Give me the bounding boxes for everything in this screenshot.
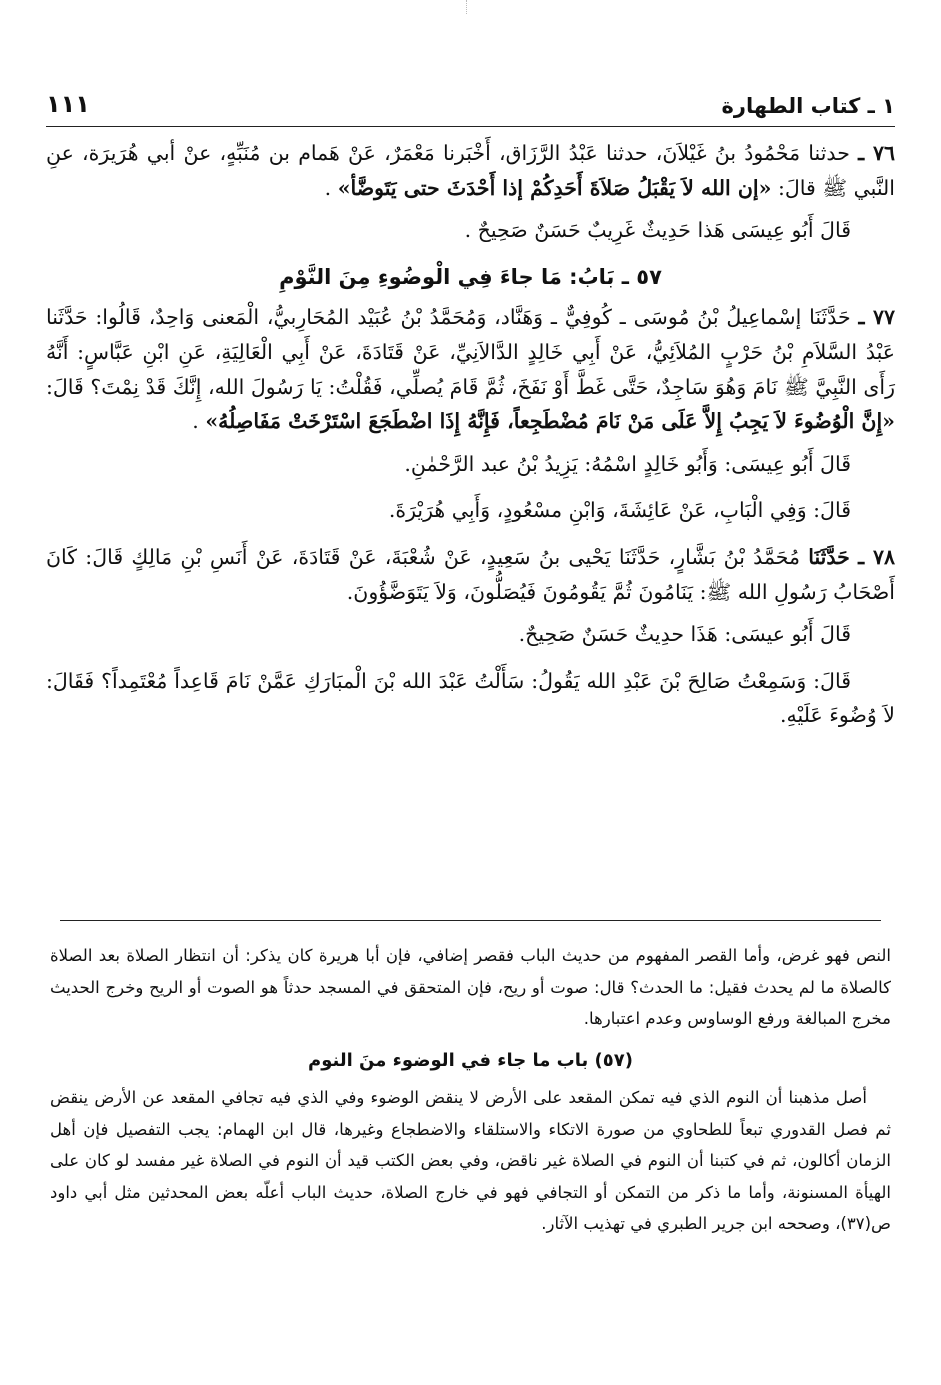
footnote-divider	[60, 920, 881, 921]
comment: قَالَ أَبُو عيسَى: هَذَا حدِيثٌ حَسَنٌ صَحِيحٌ.	[518, 622, 851, 647]
hadith-text: حدثنا مَحْمُودُ بنُ غَيْلاَنَ، حدثنا عَبْدُ الرَّزَاق، أَخْبَرنا مَعْمَرٌ، عَنْ هَمام بن مُنَبِّهٍ، عنْ أبي هُرَيرَة، عنِ النَّبي ﷺ قالَ:	[46, 141, 895, 200]
hadith-text: مُحَمَّدُ بْنُ بَشَّارٍ، حَدَّثَنَا يَحْيى بنُ سَعِيدٍ، عَنْ شُعْبَةَ، عَنْ قَتَادَةَ، عَنْ أَنَسِ بْنِ مَالِكٍ قَالَ: كَانَ أَصْحَابُ رَسُولِ الله ﷺ: يَنَامُونَ ثُمَّ يَقُومُونَ فَيُصَلُّونَ، وَلاَ يَتَوَضَّؤُونَ.	[46, 544, 895, 604]
hadith-end: .	[324, 175, 338, 200]
footnote-paragraph: أصل مذهبنا أن النوم الذي فيه تمكن المقعد على الأرض لا ينقض الوضوء وفي الذي فيه تجافي المقعد عن الأرض ينقض ثم فصل القدوري تبعاً للطحاوي من صورة الاتكاء والاستلقاء والاضطجاع وغيرها، قال ابن الهمام: يجب التفصيل فإن أهل الزمان أكالون، ثم في كتبنا أن النوم في الصلاة غير ناقض، وفي بعض الكتب قيد أن النوم في الصلاة غير مفسد لو كان على الهيأة المسنونة، وأما ما ذكر من التمكن أو التجافي فهو في خارج الصلاة، حديث الباب أعلّه بعض المحدثين مثل أبي داود ص(٣٧)، وصححه ابن جرير الطبري في تهذيب الآثار.	[50, 1088, 891, 1233]
comment: قَالَ أَبُو عِيسَى: وَأَبُو خَالِدٍ اسْمُهُ: يَزِيدُ بْنُ عبد الرَّحْمٰنِ.	[404, 451, 851, 476]
hadith-quote: «إن الله لاَ يَقْبَلُ صَلاَةَ أَحَدِكُمْ إذا أَحْدَثَ حتى يَتَوضَّأ»	[337, 175, 772, 200]
comment: قَالَ أَبُو عِيسَى هَذا حَدِيثٌ غَرِيبٌ حَسَنٌ صَحِيحٌ .	[464, 218, 851, 243]
hadith-opening: حَدَّثَنَا	[808, 544, 850, 569]
comment: قَالَ: وَسَمِعْتُ صَالِحَ بْنَ عَبْدِ الله يَقُولُ: سَأَلْتُ عَبْدَ الله بْنَ الْمبَارَكِ عَمَّنْ نَامَ قَاعِداً مُعْتَمِداً؟ فَقَالَ: لاَ وُضُوءَ عَلَيْهِ.	[46, 668, 895, 728]
hadith-number: ٧٨ ـ	[858, 544, 895, 569]
main-text	[46, 136, 895, 745]
footnote-paragraph: النص فهو غرض، وأما القصر المفهوم من حديث الباب فقصر إضافي، فإن أبا هريرة كان يذكر: أن انتظار الصلاة بعد الصلاة كالصلاة ما لم يحدث فقيل: ما الحدث؟ قال: صوت أو ريح، فإن المتحقق في المسجد حدثاً هو الصوت أو الريح وخرج الحديث مخرج المبالغة ورفع الوساوس وعدم اعتبارها.	[50, 946, 891, 1028]
chapter-heading: ٥٧ ـ بَابُ: مَا جاءَ فِي الْوضُوءِ مِنَ النَّوْمِ	[279, 264, 662, 289]
hadith-number: ٧٧ ـ	[858, 305, 895, 330]
page-header	[46, 78, 895, 118]
footnotes	[50, 940, 891, 1240]
page-number: ١١١	[46, 90, 90, 118]
hadith-quote: «إِنَّ الْوُضُوءَ لاَ يَجِبُ إِلاَّ عَلَى مَنْ نَامَ مُضْطَجِعاً، فَإِنَّهُ إِذَا اضْطَجَعَ اسْتَرْخَتْ مَفَاصِلُهُ»	[205, 409, 895, 434]
header-divider	[46, 126, 895, 127]
hadith-end: .	[192, 409, 206, 434]
chapter-title: ١ ـ كتاب الطهارة	[721, 94, 895, 118]
hadith-76	[46, 136, 895, 205]
hadith-78	[46, 540, 895, 609]
footnote-heading: (٥٧) باب ما جاء في الوضوء منَ النوم	[308, 1049, 633, 1071]
hadith-number: ٧٦ ـ	[858, 141, 895, 165]
hadith-text: حَدَّثَنَا إسْماعِيلُ بْنُ مُوسَى ـ كُوفِيٌّ ـ وَهَنَّاد، وَمُحَمَّدُ بْنُ عُبَيْد المُحَارِبيُّ، الْمَعنى وَاحِدٌ، قَالُوا: حَدَّثَنا عَبْدُ السَّلاَمِ بْنُ حَرْبٍ المُلاَئِيُّ، عَنْ أَبِي خَالِدٍ الدَّالاَنِيِّ، عَنْ قَتَادَةَ، عَنْ أَبِي الْعَالِيَةِ، عَنِ ابْنِ عَبَّاسٍ: أَنَّهُ رَأَى النَّبِيَّ ﷺ نَامَ وَهُوَ سَاجِدٌ، حَتَّى غَطَّ أَوْ نَفَخَ، ثُمَّ قَامَ يُصلِّي، فَقُلْتُ: يَا رَسُولَ الله، إِنَّكَ قَدْ نِمْتَ؟ قَالَ:	[46, 305, 895, 399]
hadith-77	[46, 300, 895, 438]
comment: قَالَ: وَفِي الْبَابِ، عَنْ عَائِشَةَ، وَابْنِ مسْعُودٍ، وَأَبِي هُرَيْرَةَ.	[388, 498, 851, 523]
page-fold-mark	[466, 0, 467, 14]
